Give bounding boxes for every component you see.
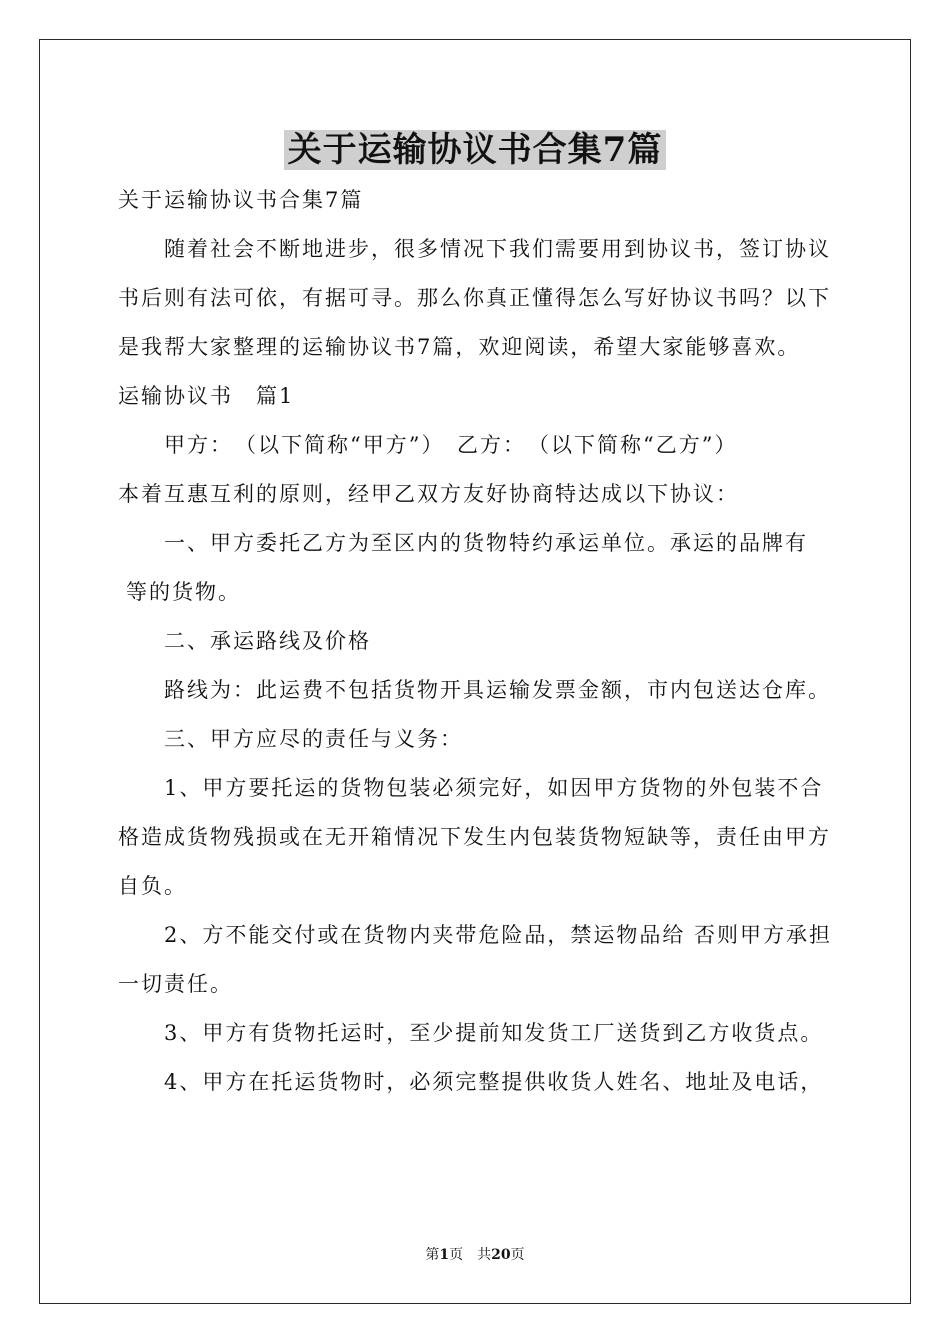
route-paragraph: 路线为：此运费不包括货物开具运输发票金额，市内包送达仓库。 (164, 678, 831, 702)
clause-3-heading: 三、甲方应尽的责任与义务： (164, 727, 463, 751)
document-body (118, 176, 838, 1107)
page-footer (0, 1245, 950, 1265)
item-4: 4、甲方在托运货物时，必须完整提供收货人姓名、地址及电话， (164, 1070, 824, 1094)
clause-1-continuation: 等的货物。 (126, 580, 241, 604)
footer-page-prefix: 第 (425, 1247, 440, 1263)
intro-paragraph: 随着社会不断地进步，很多情况下我们需要用到协议书，签订协议书后则有法可依，有据可寻。那么你真正懂得怎么写好协议书吗？以下是我帮大家整理的运输协议书7篇，欢迎阅读，希望大家能够喜欢。 (118, 237, 831, 359)
principle-paragraph: 本着互惠互利的原则，经甲乙双方友好协商特达成以下协议： (118, 482, 739, 506)
item-3: 3、甲方有货物托运时，至少提前知发货工厂送货到乙方收货点。 (164, 1021, 824, 1045)
item-2: 2、方不能交付或在货物内夹带危险品，禁运物品给 否则甲方承担一切责任。 (118, 923, 833, 996)
footer-page-number: 1 (439, 1247, 450, 1263)
footer-total-pages: 20 (491, 1247, 511, 1263)
footer-page-mid: 页 共 (449, 1247, 492, 1263)
clause-2-heading: 二、承运路线及价格 (164, 629, 371, 653)
document-title-text: 关于运输协议书合集7篇 (284, 130, 667, 170)
document-subtitle: 关于运输协议书合集7篇 (118, 188, 364, 212)
footer-page-suffix: 页 (510, 1247, 525, 1263)
document-title (0, 126, 950, 174)
item-1: 1、甲方要托运的货物包装必须完好，如因甲方货物的外包装不合格造成货物残损或在无开箱情况下发生内包装货物短缺等，责任由甲方自负。 (118, 776, 831, 898)
clause-1: 一、甲方委托乙方为至区内的货物特约承运单位。承运的品牌有 (164, 531, 808, 555)
section-heading: 运输协议书 篇1 (118, 384, 295, 408)
parties-line: 甲方： （以下简称“甲方”） 乙方： （以下简称“乙方”） (164, 433, 738, 457)
